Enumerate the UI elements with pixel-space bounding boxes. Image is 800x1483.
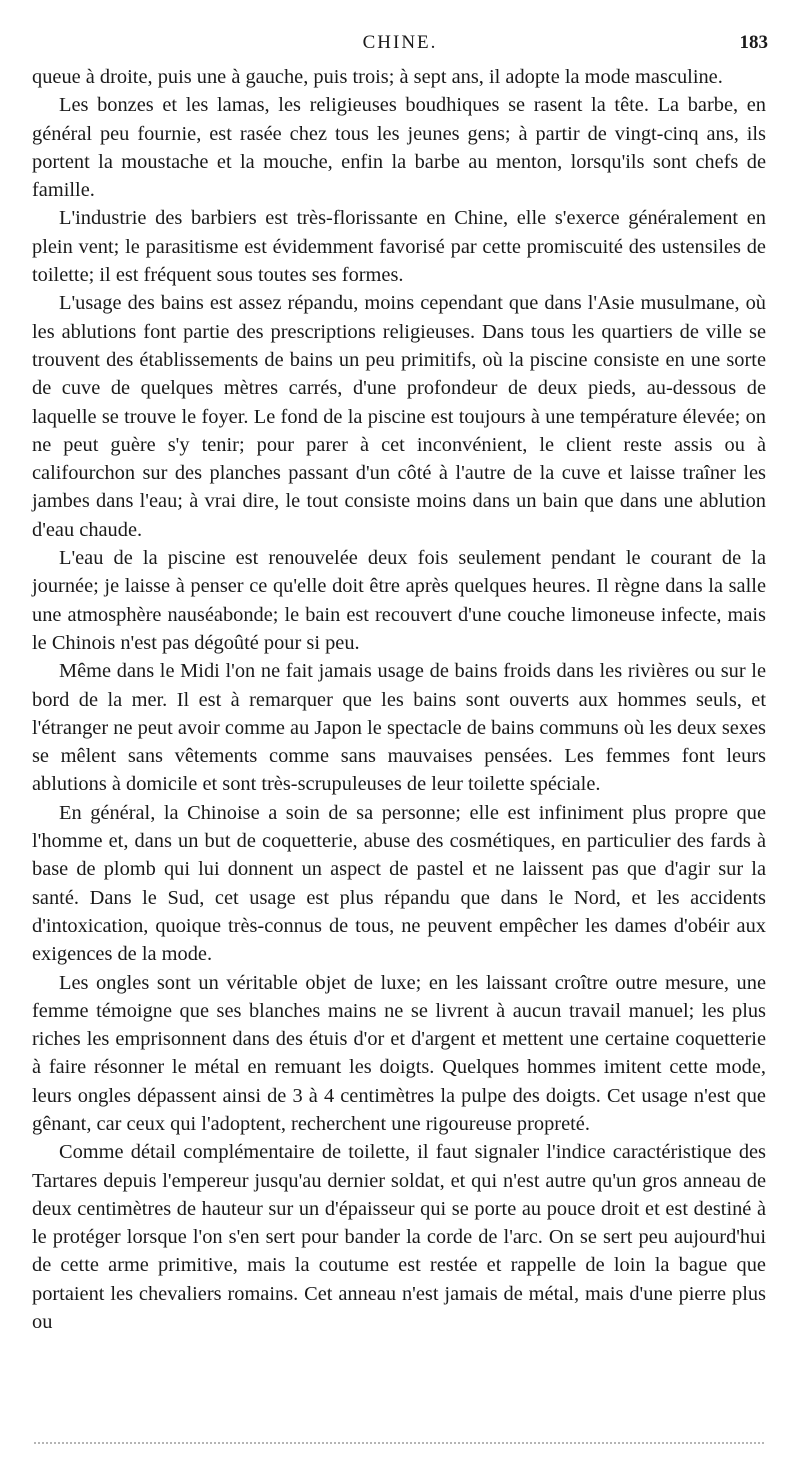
body-text — [32, 63, 766, 1336]
paragraph: Comme détail complémentaire de toilette, il faut signaler l'indice caractéristique des Tartares depuis l'empereur jusqu'au dernier soldat, et qui n'est autre qu'un gros anneau de deux centimètres de hauteur sur un d'épaisseur qui se porte au pouce droit et est destiné à le protéger lorsque l'on s'en sert pour bander la corde de l'arc. On se sert peu aujourd'hui de cette arme primitive, mais la coutume est restée et rappelle de loin la bague que portaient les chevaliers romains. Cet anneau n'est jamais de métal, mais d'une pierre plus ou — [32, 1141, 766, 1334]
paragraph: En général, la Chinoise a soin de sa personne; elle est infiniment plus propre que l'homme et, dans un but de coquetterie, abuse des cosmétiques, en particulier des fards à base de plomb qui lui donnent un aspect de pastel et ne laissent pas que d'agir sur la santé. Dans le Sud, cet usage est plus répandu que dans le Nord, et les accidents d'intoxication, quoique très-connus de tous, ne peuvent empêcher les dames d'obéir aux exigences de la mode. — [32, 801, 766, 966]
paragraph: Les bonzes et les lamas, les religieuses boudhiques se rasent la tête. La barbe, en général peu fournie, est rasée chez tous les jeunes gens; à partir de vingt-cinq ans, ils portent la moustache et la mouche, enfin la barbe au menton, lorsqu'ils sont chefs de famille. — [32, 94, 766, 202]
paragraph: Les ongles sont un véritable objet de luxe; en les laissant croître outre mesure, une femme témoigne que ses blanches mains ne se livrent à aucun travail manuel; les plus riches les emprisonnent dans des étuis d'or et d'argent et mettent une certaine coquetterie à faire résonner le métal en remuant les doigts. Quelques hommes imitent cette mode, leurs ongles dépassent ainsi de 3 à 4 centimètres la pulpe des doigts. Cet usage n'est que gênant, car ceux qui l'adoptent, recherchent une rigoureuse propreté. — [32, 971, 766, 1135]
paragraph: L'eau de la piscine est renouvelée deux fois seulement pendant le courant de la journée; je laisse à penser ce qu'elle doit être après quelques heures. Il règne dans la salle une atmosphère nauséabonde; le bain est recouvert d'une couche limoneuse infecte, mais le Chinois n'est pas dégoûté pour si peu. — [32, 547, 766, 654]
running-head — [32, 30, 768, 56]
running-title: CHINE. — [362, 32, 438, 53]
paragraph: L'industrie des barbiers est très-florissante en Chine, elle s'exerce généralement en plein vent; le parasitisme est évidemment favorisé par cette promiscuité des ustensiles de toilette; il est fréquent sous toutes ses formes. — [32, 207, 766, 287]
paragraph: L'usage des bains est assez répandu, moins cependant que dans l'Asie musulmane, où les ablutions font partie des prescriptions religieuses. Dans tous les quartiers de ville se trouvent des établissements de bains un peu primitifs, où la piscine consiste en une sorte de cuve de quelques mètres carrés, d'une profondeur de deux pieds, au-dessous de laquelle se trouve le foyer. Le fond de la piscine est toujours à une température élevée; on ne peut guère s'y tenir; pour parer à cet inconvénient, le client reste assis ou à califourchon sur des planches passant d'un côté à l'autre de la cuve et laisse traîner les jambes dans l'eau; à vrai dire, le tout consiste moins dans un bain que dans une ablution d'eau chaude. — [32, 292, 766, 541]
paragraph: Même dans le Midi l'on ne fait jamais usage de bains froids dans les rivières ou sur le bord de la mer. Il est à remarquer que les bains sont ouverts aux hommes seuls, et l'étranger ne peut avoir comme au Japon le spectacle de bains communs où les deux sexes se mêlent sans vêtements comme sans mauvaises pensées. Les femmes font leurs ablutions à domicile et sont très-scrupuleuses de leur toilette spéciale. — [32, 660, 766, 796]
page-number: 183 — [739, 32, 768, 53]
paragraph-continued: queue à droite, puis une à gauche, puis trois; à sept ans, il adopte la mode masculine. — [32, 66, 723, 88]
bottom-bleed-through-line — [34, 1442, 764, 1444]
